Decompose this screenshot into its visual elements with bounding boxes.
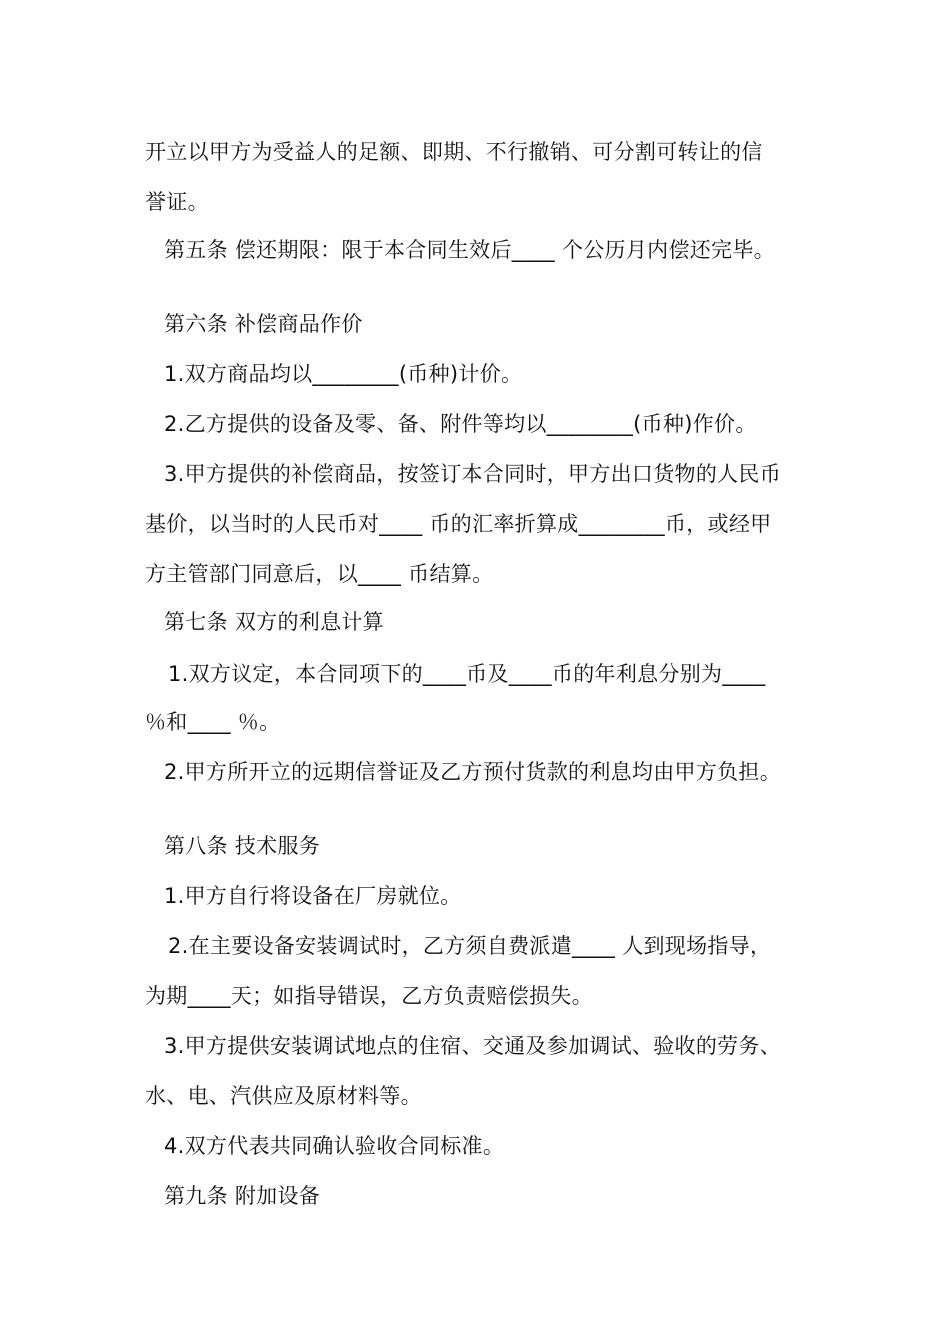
article-6-heading: 第六条 补偿商品作价 xyxy=(164,312,363,336)
paragraph-line: 3.甲方提供安装调试地点的住宿、交通及参加调试、验收的劳务、 xyxy=(164,1034,782,1058)
paragraph-line: 2.乙方提供的设备及零、备、附件等均以________(币种)作价。 xyxy=(164,412,757,436)
article-8-heading: 第八条 技术服务 xyxy=(164,834,321,858)
paragraph-line: 3.甲方提供的补偿商品，按签订本合同时，甲方出口货物的人民币 xyxy=(164,462,782,486)
article-9-heading: 第九条 附加设备 xyxy=(164,1184,321,1208)
paragraph-line: ％和____ ％。 xyxy=(145,710,281,734)
paragraph-line: 4.双方代表共同确认验收合同标准。 xyxy=(164,1134,505,1158)
article-7-heading: 第七条 双方的利息计算 xyxy=(164,610,384,634)
article-5-heading: 第五条 偿还期限：限于本合同生效后____ 个公历月内偿还完毕。 xyxy=(164,238,775,262)
paragraph-line: 开立以甲方为受益人的足额、即期、不行撤销、可分割可转让的信 xyxy=(145,140,763,164)
paragraph-line: 水、电、汽供应及原材料等。 xyxy=(145,1084,422,1108)
paragraph-line: 1.双方商品均以________(币种)计价。 xyxy=(164,362,523,386)
paragraph-line: 基价，以当时的人民币对____ 币的汇率折算成________币，或经甲 xyxy=(145,512,772,536)
paragraph-line: 2.在主要设备安装调试时，乙方须自费派遣____ 人到现场指导， xyxy=(168,934,772,958)
paragraph-line: 为期____天；如指导错误，乙方负责赔偿损失。 xyxy=(145,984,593,1008)
paragraph-line: 1.双方议定，本合同项下的____币及____币的年利息分别为____ xyxy=(168,662,766,686)
paragraph-line: 1.甲方自行将设备在厂房就位。 xyxy=(164,884,462,908)
paragraph-line: 誉证。 xyxy=(145,190,209,214)
paragraph-line: 方主管部门同意后，以____ 币结算。 xyxy=(145,562,494,586)
paragraph-line: 2.甲方所开立的远期信誉证及乙方预付货款的利息均由甲方负担。 xyxy=(164,760,782,784)
